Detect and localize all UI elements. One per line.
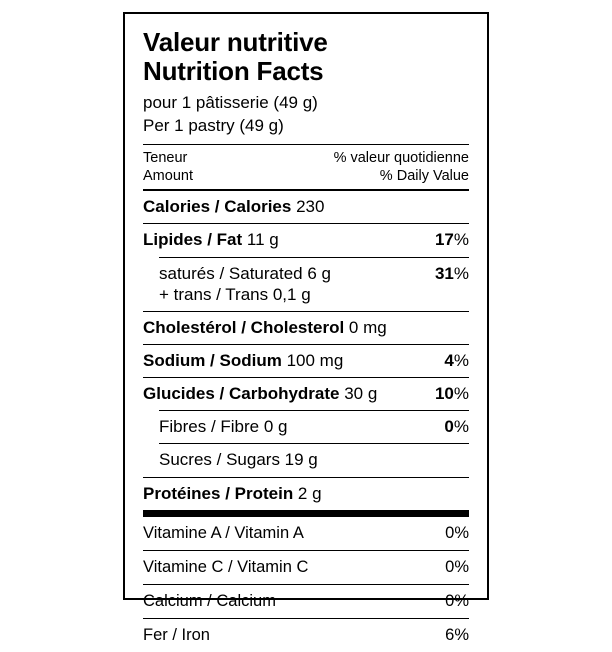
nutrient-label-sodium	[143, 350, 343, 372]
vitamin-dv-value-vitamin-a: 0	[445, 523, 455, 542]
amount-header-fr: Teneur	[143, 150, 188, 167]
vitamin-label-vitamin-a: Vitamine A / Vitamin A	[143, 523, 304, 542]
percent-symbol-vitamin-a: %	[454, 523, 469, 542]
nutrient-label-carbohydrate	[143, 383, 377, 405]
nutrient-row-sugars	[143, 444, 469, 476]
nutrient-amount-carbohydrate: 30 g	[339, 384, 378, 404]
nutrient-label-fibre: Fibres / Fibre 0 g	[159, 417, 288, 437]
vitamin-dv-iron	[416, 626, 469, 645]
nutrient-row-cholesterol	[143, 312, 469, 344]
nutrient-name-fat: Lipides / Fat	[143, 230, 243, 250]
vitamin-label-iron: Fer / Iron	[143, 625, 210, 644]
nutrient-row-carbohydrate	[143, 378, 469, 410]
panel-title-en: Nutrition Facts	[143, 56, 324, 87]
nutrient-name-sodium: Sodium / Sodium	[143, 351, 282, 371]
percent-symbol-saturated-trans: %	[453, 263, 469, 283]
nutrient-name-protein: Protéines / Protein	[143, 483, 294, 503]
nutrient-label-saturated-trans	[159, 263, 331, 307]
panel-title-fr: Valeur nutritive	[143, 27, 328, 57]
nutrient-dv-value-saturated-trans: 31	[434, 263, 454, 283]
nutrient-amount-saturated: saturés / Saturated 6 g	[159, 263, 331, 283]
nutrient-dv-sodium	[408, 350, 469, 372]
nutrient-amount-calories: 230	[291, 197, 325, 217]
nutrient-name-carbohydrate: Glucides / Carbohydrate	[143, 384, 340, 404]
daily-value-header-en: % Daily Value	[379, 168, 469, 185]
nutrient-row-saturated-trans	[143, 258, 469, 312]
nutrient-amount-sodium: 100 mg	[281, 351, 344, 371]
percent-symbol-fibre: %	[453, 417, 469, 437]
nutrient-amount-fat: 11 g	[242, 230, 279, 250]
nutrient-name-calories: Calories / Calories	[143, 197, 292, 217]
vitamin-label-calcium: Calcium / Calcium	[143, 591, 276, 610]
vitamin-label-vitamin-c: Vitamine C / Vitamin C	[143, 557, 309, 576]
nutrient-label-calories	[143, 196, 324, 218]
nutrient-dv-carbohydrate	[408, 383, 469, 405]
nutrient-row-protein	[143, 478, 469, 510]
vitamin-dv-vitamin-a	[416, 524, 469, 543]
percent-symbol-calcium: %	[454, 591, 469, 610]
column-header-row	[143, 145, 469, 189]
daily-value-header-fr: % valeur quotidienne	[333, 150, 469, 167]
amount-header-en: Amount	[143, 168, 193, 185]
vitamin-dv-calcium	[416, 592, 469, 611]
nutrient-amount-trans: + trans / Trans 0,1 g	[159, 285, 311, 305]
vitamin-row-vitamin-a	[143, 517, 469, 550]
percent-symbol-iron: %	[454, 625, 469, 644]
nutrient-label-protein	[143, 483, 322, 505]
nutrient-row-sodium	[143, 345, 469, 377]
percent-symbol-sodium: %	[453, 351, 469, 371]
vitamin-dv-vitamin-c	[416, 558, 469, 577]
vitamin-dv-value-iron: 6	[445, 625, 455, 644]
vitamin-row-vitamin-c	[143, 551, 469, 584]
percent-symbol-fat: %	[453, 230, 469, 250]
nutrient-label-fat	[143, 229, 279, 251]
vitamin-dv-value-calcium: 0	[445, 591, 455, 610]
daily-value-header	[334, 149, 469, 185]
nutrient-amount-protein: 2 g	[293, 483, 322, 503]
nutrient-label-cholesterol	[143, 317, 387, 339]
amount-header	[143, 149, 193, 185]
vitamin-row-iron	[143, 619, 469, 652]
nutrient-dv-fat	[408, 229, 469, 251]
percent-symbol-carbohydrate: %	[453, 384, 469, 404]
nutrient-name-cholesterol: Cholestérol / Cholesterol	[143, 318, 345, 338]
nutrient-dv-value-sodium: 4	[444, 351, 454, 371]
serving-size-en: Per 1 pastry (49 g)	[143, 116, 284, 136]
vitamin-dv-value-vitamin-c: 0	[445, 557, 455, 576]
nutrient-label-sugars: Sucres / Sugars 19 g	[159, 450, 318, 470]
nutrition-facts-panel	[123, 12, 489, 644]
serving-size-fr: pour 1 pâtisserie (49 g)	[143, 93, 318, 113]
percent-symbol-vitamin-c: %	[454, 557, 469, 576]
nutrition-facts-content	[125, 14, 487, 652]
nutrient-row-fat	[143, 224, 469, 256]
nutrient-row-calories	[143, 191, 469, 223]
divider-before-vitamins	[143, 510, 469, 517]
vitamin-row-calcium	[143, 585, 469, 618]
nutrient-dv-value-fibre: 0	[444, 417, 454, 437]
nutrient-row-fibre	[143, 411, 469, 443]
nutrient-amount-cholesterol: 0 mg	[344, 318, 387, 338]
nutrient-dv-value-fat: 17	[434, 230, 454, 250]
nutrient-dv-fibre	[408, 416, 469, 438]
nutrient-dv-value-carbohydrate: 10	[434, 384, 454, 404]
nutrient-dv-saturated-trans	[408, 263, 469, 285]
